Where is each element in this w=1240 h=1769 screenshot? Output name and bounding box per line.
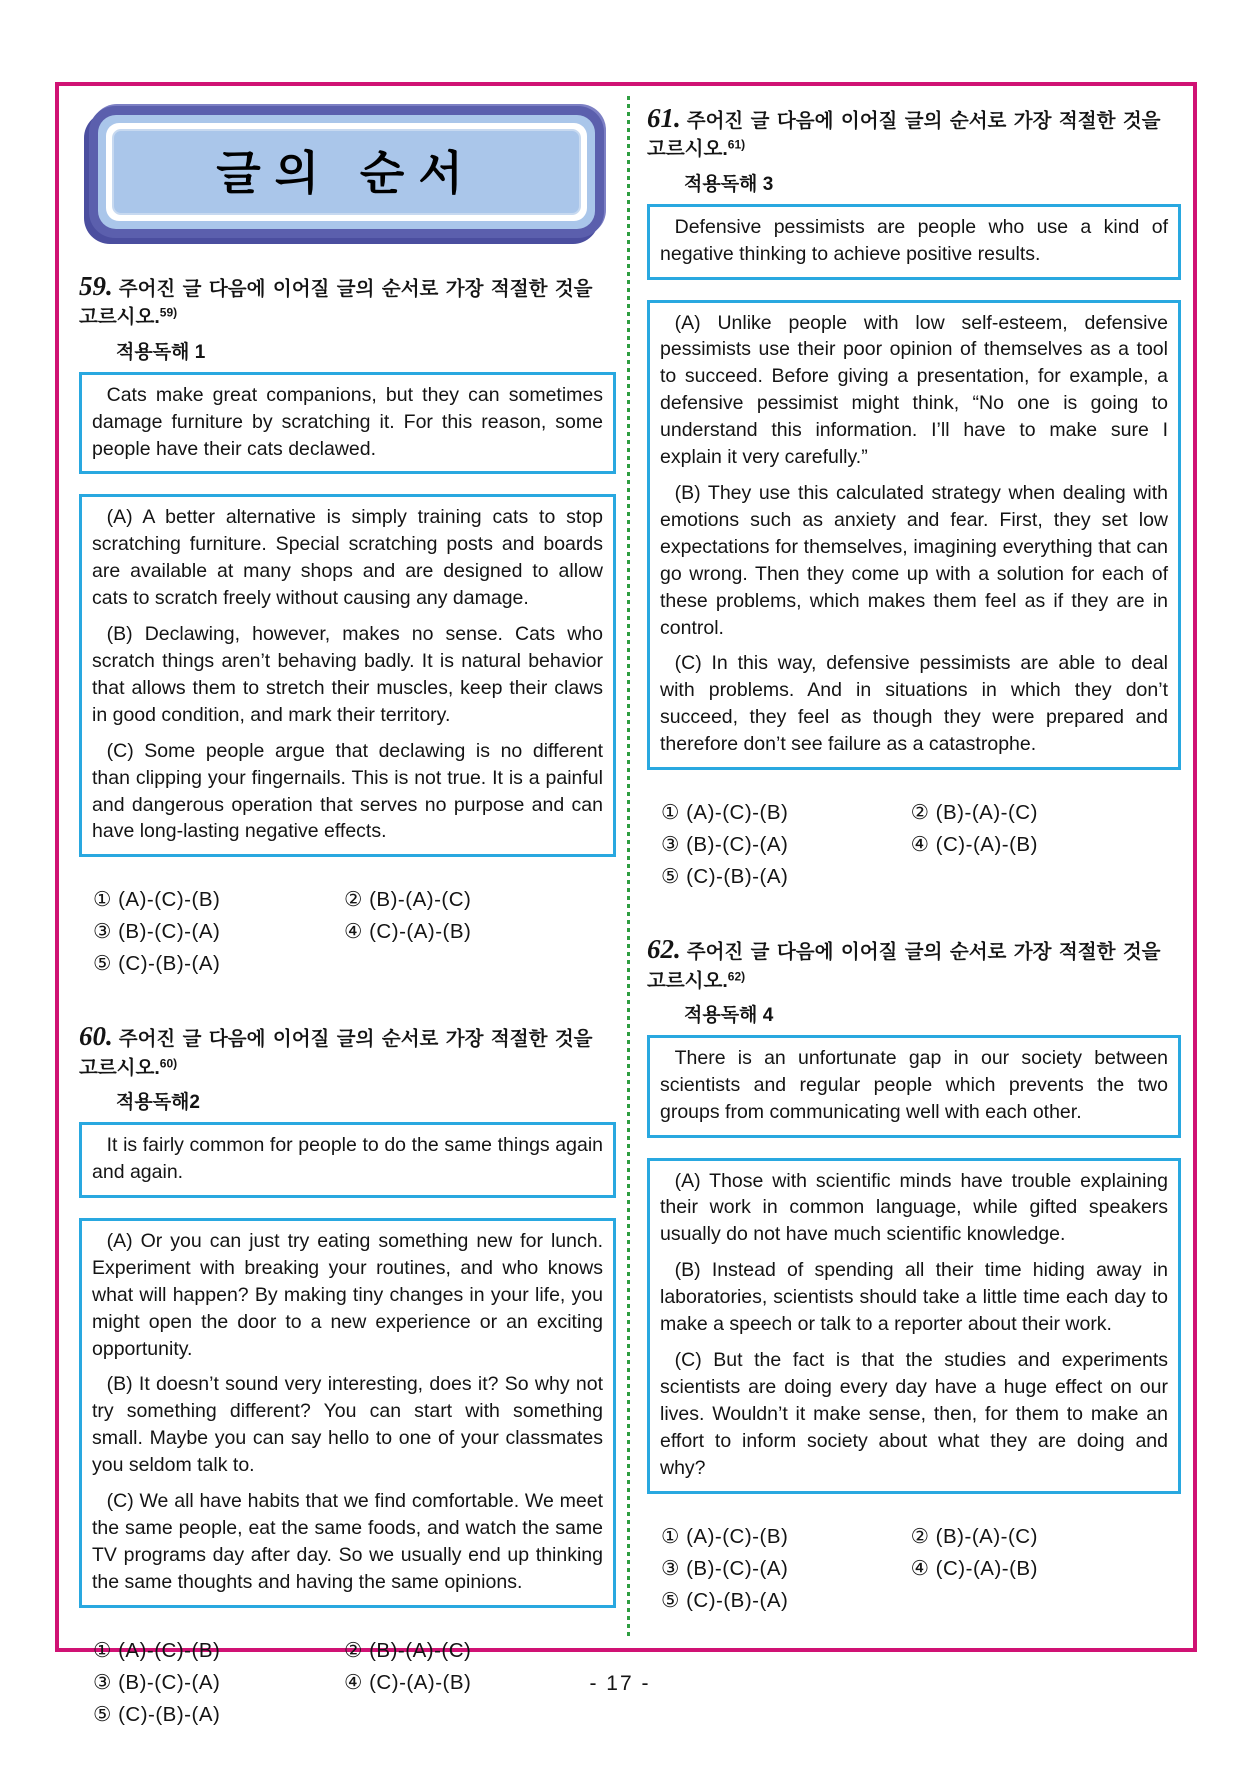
given-passage: It is fairly common for people to do the same things again and again.	[92, 1134, 603, 1183]
option-4: ④ (C)-(A)-(B)	[344, 1670, 472, 1694]
paragraph-a: (A) Those with scientific minds have trouble explaining their work in common language, while gifted speakers usually do not have much scientific knowledge.	[660, 1169, 1168, 1246]
paragraph-b: (B) Declawing, however, makes no sense. Cats who scratch things aren’t behaving badly. It is natural behavior that allows them to stretch their muscles, keep their claws in good condition, and mark their territory.	[92, 623, 603, 726]
page-number: - 17 -	[589, 1672, 651, 1695]
option-2: ② (B)-(A)-(C)	[910, 1524, 1038, 1548]
question-footnote: 59)	[159, 306, 178, 321]
question-prompt: 주어진 글 다음에 이어질 글의 순서로 가장 적절한 것을 고르시오.	[647, 941, 1161, 992]
given-passage: There is an unfortunate gap in our society between scientists and regular people which prevents the two groups from communicating well with each other.	[660, 1046, 1168, 1123]
left-column	[79, 100, 616, 1769]
ordered-paragraphs-box	[647, 300, 1181, 771]
paragraph-a: (A) Or you can just try eating something new for lunch. Experiment with breaking your routines, and who knows what will happen? By making tiny changes in your life, you might open the door to a new experience or an exciting opportunity.	[92, 1229, 603, 1360]
question-source: 적용독해 3	[684, 173, 774, 195]
ordered-paragraphs-box	[79, 494, 616, 857]
answer-options	[647, 800, 1181, 889]
option-2: ② (B)-(A)-(C)	[344, 888, 472, 912]
question-block-60	[79, 1018, 616, 1726]
option-2: ② (B)-(A)-(C)	[910, 801, 1038, 825]
paragraph-a: (A) Unlike people with low self-esteem, defensive pessimists use their poor opinion of themselves as a tool to succeed. Before giving a presentation, for example, a defensive pessimist might think, “No one is going to understand this information. I’ll have to make sure I explain it very carefully.”	[660, 311, 1168, 469]
paragraph-c: (C) In this way, defensive pessimists are able to deal with problems. And in situations in which they don’t succeed, they feel as though they were prepared and therefore don’t see failure as a catastrophe.	[660, 652, 1168, 756]
option-1: ① (A)-(C)-(B)	[93, 1638, 221, 1662]
option-1: ① (A)-(C)-(B)	[661, 801, 789, 825]
question-footnote: 62)	[727, 969, 746, 984]
ordered-paragraphs-box	[647, 1158, 1181, 1494]
question-header	[647, 100, 1181, 163]
paragraph-b: (B) They use this calculated strategy when dealing with emotions such as anxiety and fear. First, they set low expectations for themselves, imagining everything that can go wrong. Then they come up with a solution for each of these problems, which makes them feel as if they are in control.	[660, 482, 1168, 639]
paragraph-b: (B) Instead of spending all their time hiding away in laboratories, scientists should take a little time each day to make a speech or talk to a reporter about their work.	[660, 1259, 1168, 1336]
answer-options	[647, 1524, 1181, 1613]
question-source: 적용독해 1	[116, 341, 206, 363]
paragraph-b: (B) It doesn’t sound very interesting, does it? So why not try something different? You can start with something small. Maybe you can say hello to one of your classmates you seldom talk to.	[92, 1373, 603, 1477]
given-passage: Defensive pessimists are people who use a kind of negative thinking to achieve positive results.	[660, 215, 1168, 265]
option-4: ④ (C)-(A)-(B)	[910, 1556, 1038, 1580]
option-5: ⑤ (C)-(B)-(A)	[93, 952, 221, 976]
option-5: ⑤ (C)-(B)-(A)	[661, 1588, 789, 1612]
option-2: ② (B)-(A)-(C)	[344, 1638, 472, 1662]
option-4: ④ (C)-(A)-(B)	[910, 833, 1038, 857]
question-source: 적용독해2	[116, 1092, 200, 1114]
chapter-title: 글의 순서	[112, 129, 581, 215]
question-number: 59.	[79, 271, 113, 301]
question-number: 60.	[79, 1021, 113, 1052]
question-number: 62.	[647, 934, 681, 965]
option-3: ③ (B)-(C)-(A)	[93, 1670, 221, 1694]
answer-options	[79, 887, 616, 976]
given-passage-box	[79, 1122, 616, 1198]
question-footnote: 60)	[159, 1056, 178, 1071]
paragraph-c: (C) Some people argue that declawing is no different than clipping your fingernails. This is not true. It is a painful and dangerous operation that serves no purpose and can have long-lasting negative effects.	[92, 739, 603, 843]
option-5: ⑤ (C)-(B)-(A)	[93, 1702, 221, 1726]
option-1: ① (A)-(C)-(B)	[93, 888, 221, 912]
paragraph-c: (C) We all have habits that we find comfortable. We meet the same people, eat the same foods, and watch the same TV programs day after day. So we usually end up thinking the same thoughts and having the same opinions.	[92, 1490, 603, 1593]
option-3: ③ (B)-(C)-(A)	[661, 833, 789, 857]
question-block-62	[647, 931, 1181, 1612]
question-header	[647, 931, 1181, 994]
question-header	[79, 268, 616, 331]
given-passage-box	[79, 372, 616, 475]
question-prompt: 주어진 글 다음에 이어질 글의 순서로 가장 적절한 것을 고르시오.	[647, 110, 1161, 161]
given-passage: Cats make great companions, but they can sometimes damage furniture by scratching it. For this reason, some people have their cats declawed.	[92, 383, 603, 460]
question-prompt: 주어진 글 다음에 이어질 글의 순서로 가장 적절한 것을 고르시오.	[79, 1028, 593, 1079]
question-source: 적용독해 4	[684, 1004, 774, 1026]
right-column	[647, 100, 1181, 1655]
option-5: ⑤ (C)-(B)-(A)	[661, 865, 789, 889]
option-4: ④ (C)-(A)-(B)	[344, 920, 472, 944]
chapter-header-box	[89, 106, 604, 238]
question-footnote: 61)	[727, 138, 746, 153]
given-passage-box	[647, 204, 1181, 280]
question-prompt: 주어진 글 다음에 이어질 글의 순서로 가장 적절한 것을 고르시오.	[79, 278, 593, 329]
question-header	[79, 1018, 616, 1081]
option-1: ① (A)-(C)-(B)	[661, 1524, 789, 1548]
question-number: 61.	[647, 103, 681, 133]
option-3: ③ (B)-(C)-(A)	[93, 920, 221, 944]
given-passage-box	[647, 1035, 1181, 1138]
question-block-59	[79, 268, 616, 976]
paragraph-a: (A) A better alternative is simply training cats to stop scratching furniture. Special scratching posts and boards are available at many shops and are designed to allow cats to scratch freely without causing any damage.	[92, 506, 603, 610]
question-block-61	[647, 100, 1181, 889]
option-3: ③ (B)-(C)-(A)	[661, 1556, 789, 1580]
column-divider	[627, 96, 630, 1638]
ordered-paragraphs-box	[79, 1218, 616, 1608]
paragraph-c: (C) But the fact is that the studies and experiments scientists are doing every day have a huge effect on our lives. Wouldn’t it make sense, then, for them to make an effort to inform society about what they are doing and why?	[660, 1348, 1168, 1479]
